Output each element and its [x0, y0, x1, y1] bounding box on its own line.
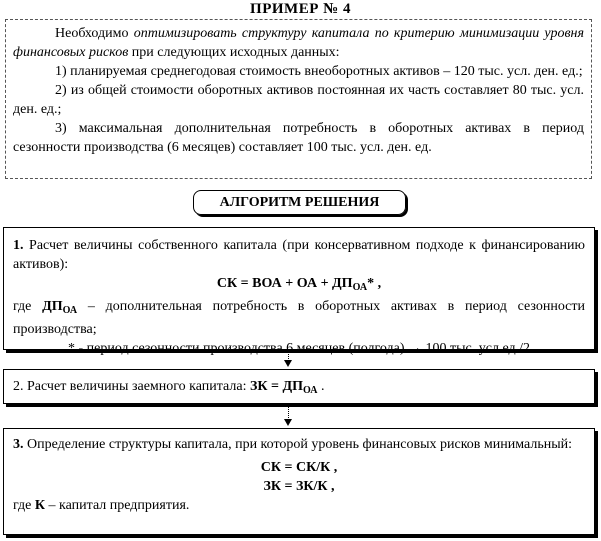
- step-2-formula-subscript: ОА: [303, 385, 318, 396]
- step-1-description: [13, 236, 585, 274]
- task-intro-italic: оптимизировать структуру капитала по критерию минимизации уровня финансовых рисков: [13, 26, 584, 60]
- step-2-text: . Расчет величины заемного капитала:: [20, 379, 250, 394]
- step-1-box: [3, 227, 595, 356]
- step-1-definition: [13, 297, 585, 339]
- step-2-box: [3, 369, 595, 404]
- task-intro: [13, 24, 584, 62]
- step-3-formula-2: ЗК = ЗК/К ,: [263, 479, 335, 494]
- step-3-def-symbol: К: [34, 498, 46, 513]
- example-title: ПРИМЕР № 4: [250, 1, 351, 17]
- step-1-formula-subscript: ОА: [352, 282, 368, 293]
- step-2-formula-main: ЗК = ДП: [249, 379, 304, 394]
- step-2-number: 2: [13, 379, 20, 394]
- step-2-formula-tail: .: [317, 379, 325, 394]
- step-1-def-text: – дополнительная потребность в оборотных активах в период сезонности производства;: [13, 299, 585, 337]
- step-1-def-subscript: ОА: [62, 305, 78, 316]
- task-intro-start: Необходимо: [55, 26, 134, 41]
- step-1-def-symbol: ДП: [42, 299, 63, 314]
- task-item-1: 1) планируемая среднегодовая стоимость внеоборотных активов – 120 тыс. усл. ден. ед.;: [55, 64, 583, 79]
- step-3-number: 3.: [13, 437, 24, 452]
- step-1-number: 1.: [13, 238, 24, 253]
- step-3-box: [3, 428, 595, 535]
- step-1-formula-tail: * ,: [367, 276, 382, 291]
- step-3-text: Определение структуры капитала, при которой уровень финансовых рисков минимальный:: [23, 437, 572, 452]
- algorithm-header: АЛГОРИТМ РЕШЕНИЯ: [193, 190, 406, 215]
- step-2-description: [13, 377, 585, 400]
- step-3-formula-1: СК = СК/К ,: [260, 460, 338, 475]
- step-3-definition: [13, 496, 585, 515]
- step-1-def-prefix: где: [13, 299, 43, 314]
- step-1-note: * - период сезонности производства 6 месяцев (полгода) → 100 тыс. усл.ед./2: [68, 341, 530, 356]
- task-conditions-box: [5, 19, 592, 179]
- task-intro-end: при следующих исходных данных:: [128, 45, 340, 60]
- step-1-text: Расчет величины собственного капитала (при консервативном подходе к финансированию активов):: [13, 238, 585, 272]
- step-1-formula: [13, 274, 585, 297]
- task-item-3: 3) максимальная дополнительная потребность в оборотных активах в период сезонности производства (6 месяцев) составляет 100 тыс. усл. ден. ед.: [13, 121, 584, 155]
- step-1-formula-main: СК = ВОА + ОА + ДП: [216, 276, 353, 291]
- step-3-description: [13, 435, 585, 454]
- step-3-def-text: – капитал предприятия.: [45, 498, 190, 513]
- task-item-2: 2) из общей стоимости оборотных активов постоянная их часть составляет 80 тыс. усл. ден. ед.;: [13, 83, 584, 117]
- step-3-def-prefix: где: [13, 498, 35, 513]
